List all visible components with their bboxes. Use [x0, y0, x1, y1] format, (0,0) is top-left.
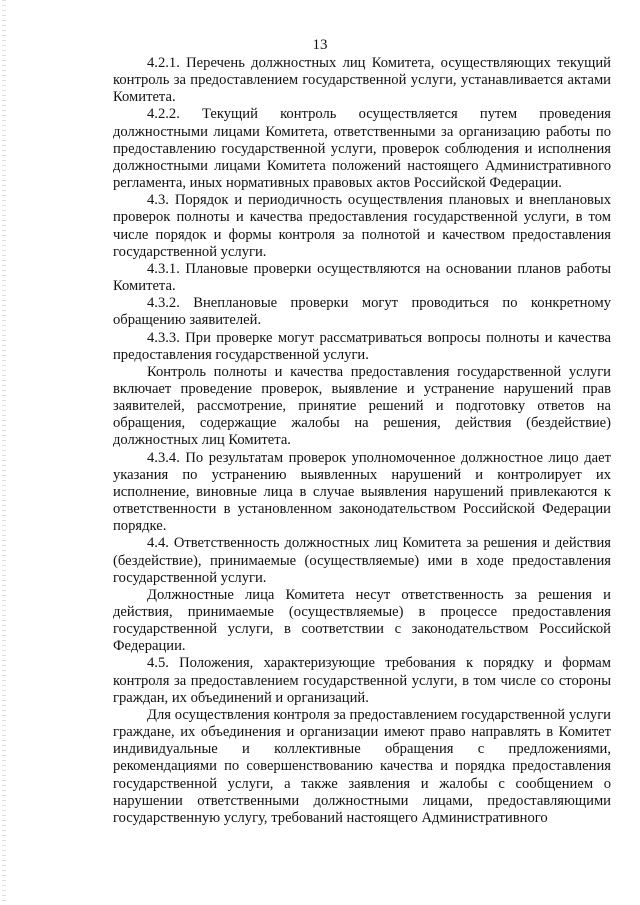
paragraph-4-3-2: 4.3.2. Внеплановые проверки могут проводиться по конкретному обращению заявителей. — [113, 295, 611, 329]
paragraph-4-2-2: 4.2.2. Текущий контроль осуществляется путем проведения должностными лицами Комитета, ответственными за организацию работы по предоставлению государственной услуги, проверок соблюдения и исполнения должностными лицами Комитета положений настоящего Административного регламента, иных нормативных правовых актов Российской Федерации. — [113, 106, 611, 192]
paragraph-4-2-1: 4.2.1. Перечень должностных лиц Комитета, осуществляющих текущий контроль за предоставлением государственной услуги, устанавливается актами Комитета. — [113, 55, 611, 106]
paragraph-quality-control: Контроль полноты и качества предоставления государственной услуги включает проведение проверок, выявление и устранение нарушений прав заявителей, рассмотрение, принятие решений и подготовку ответов на обращения, содержащие жалобы на решения, действия (бездействие) должностных лиц Комитета. — [113, 363, 611, 449]
scan-margin-artifact — [2, 0, 6, 905]
paragraph-4-3: 4.3. Порядок и периодичность осуществления плановых и внеплановых проверок полноты и качества предоставления государственной услуги, в том числе порядок и формы контроля за полнотой и качеством предоставления государственной услуги. — [113, 192, 611, 260]
paragraph-4-5: 4.5. Положения, характеризующие требования к порядку и формам контроля за предоставлением государственной услуги, в том числе со стороны граждан, их объединений и организаций. — [113, 655, 611, 706]
paragraph-citizen-control: Для осуществления контроля за предоставлением государственной услуги граждане, их объединения и организации имеют право направлять в Комитет индивидуальные и коллективные обращения с предложениями, рекомендациями по совершенствованию качества и порядка предоставления государственной услуги, а также заявления и жалобы с сообщением о нарушении ответственными должностными лицами, предоставляющими государственную услугу, требований настоящего Административного — [113, 706, 611, 826]
paragraph-4-3-3: 4.3.3. При проверке могут рассматриваться вопросы полноты и качества предоставления государственной услуги. — [113, 329, 611, 363]
document-body — [113, 55, 611, 827]
paragraph-officials-responsibility: Должностные лица Комитета несут ответственность за решения и действия, принимаемые (осуществляемые) в процессе предоставления государственной услуги, в соответствии с законодательством Российской Федерации. — [113, 586, 611, 655]
page-number: 13 — [312, 37, 328, 53]
paragraph-4-4: 4.4. Ответственность должностных лиц Комитета за решения и действия (бездействие), принимаемые (осуществляемые) ими в ходе предоставления государственной услуги. — [113, 535, 611, 586]
paragraph-4-3-4: 4.3.4. По результатам проверок уполномоченное должностное лицо дает указания по устранению выявленных нарушений и контролирует их исполнение, виновные лица в случае выявления нарушений привлекаются к ответственности в установленном законодательством Российской Федерации порядке. — [113, 449, 611, 535]
paragraph-4-3-1: 4.3.1. Плановые проверки осуществляются на основании планов работы Комитета. — [113, 260, 611, 295]
